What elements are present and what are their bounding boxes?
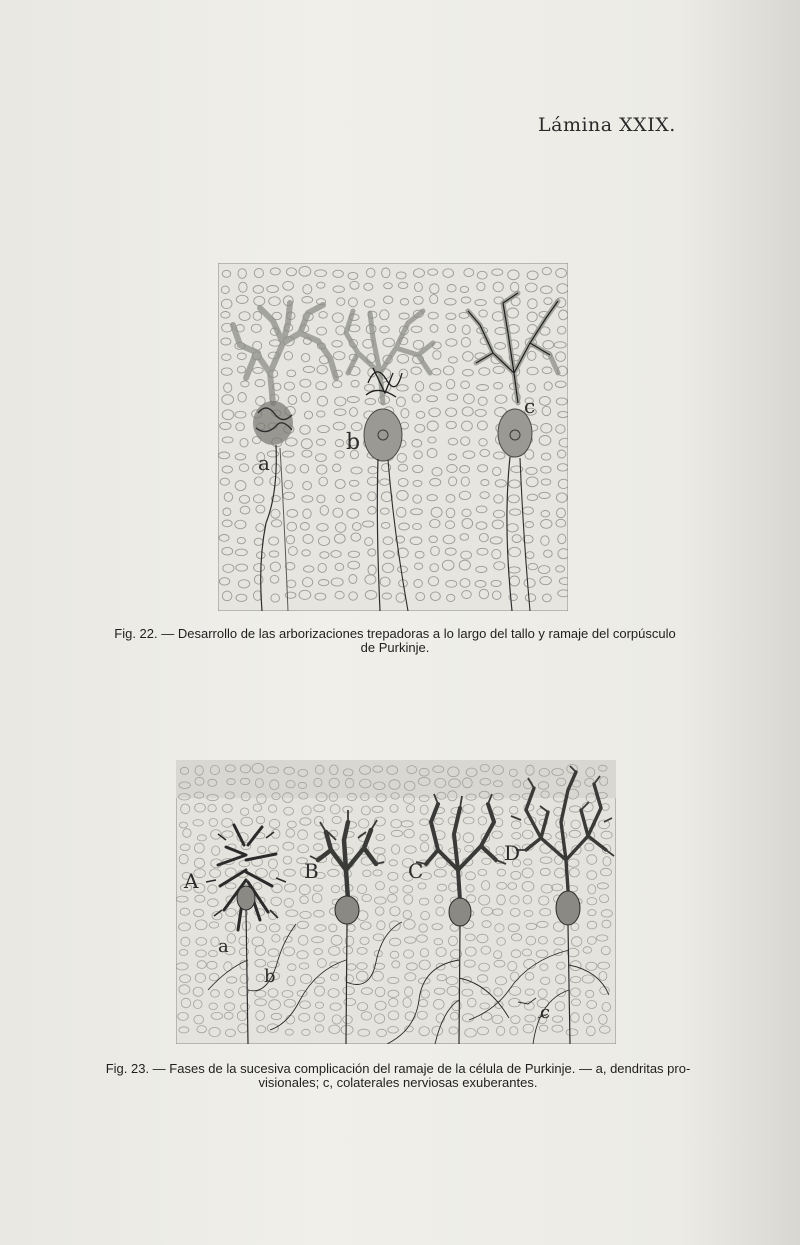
fig23-label-A: A (184, 869, 199, 893)
figure-23-caption-line-1: Fig. 23. — Fases de la sucesiva complicación del ramaje de la célula de Purkinje. — a, dendritas pro- (105, 1061, 691, 1076)
fig23-label-C: C (408, 859, 424, 883)
fig23-label-B: B (304, 859, 319, 883)
fig22-label-a: a (258, 451, 270, 475)
figure-23-caption (92, 1062, 704, 1090)
fig23-label-a: a (218, 936, 229, 957)
figure-23-illustration (176, 760, 616, 1044)
figure-22-illustration (218, 263, 568, 611)
plate-title: Lámina XXIX. (538, 114, 676, 136)
fig22-label-c: c (524, 394, 536, 418)
fig23-label-b: b (264, 966, 276, 987)
fig22-label-b: b (346, 430, 361, 455)
fig23-label-c: c (540, 1002, 551, 1023)
fig23-label-D: D (504, 841, 521, 865)
figure-22-caption-line-2: de Purkinje. (360, 640, 430, 655)
figure-22-caption (90, 627, 700, 655)
figure-23-caption-line-2: visionales; c, colaterales nerviosas exuberantes. (258, 1075, 538, 1090)
figure-22-caption-line-1: Fig. 22. — Desarrollo de las arborizaciones trepadoras a lo largo del tallo y ramaje del corpúsculo (114, 626, 676, 641)
